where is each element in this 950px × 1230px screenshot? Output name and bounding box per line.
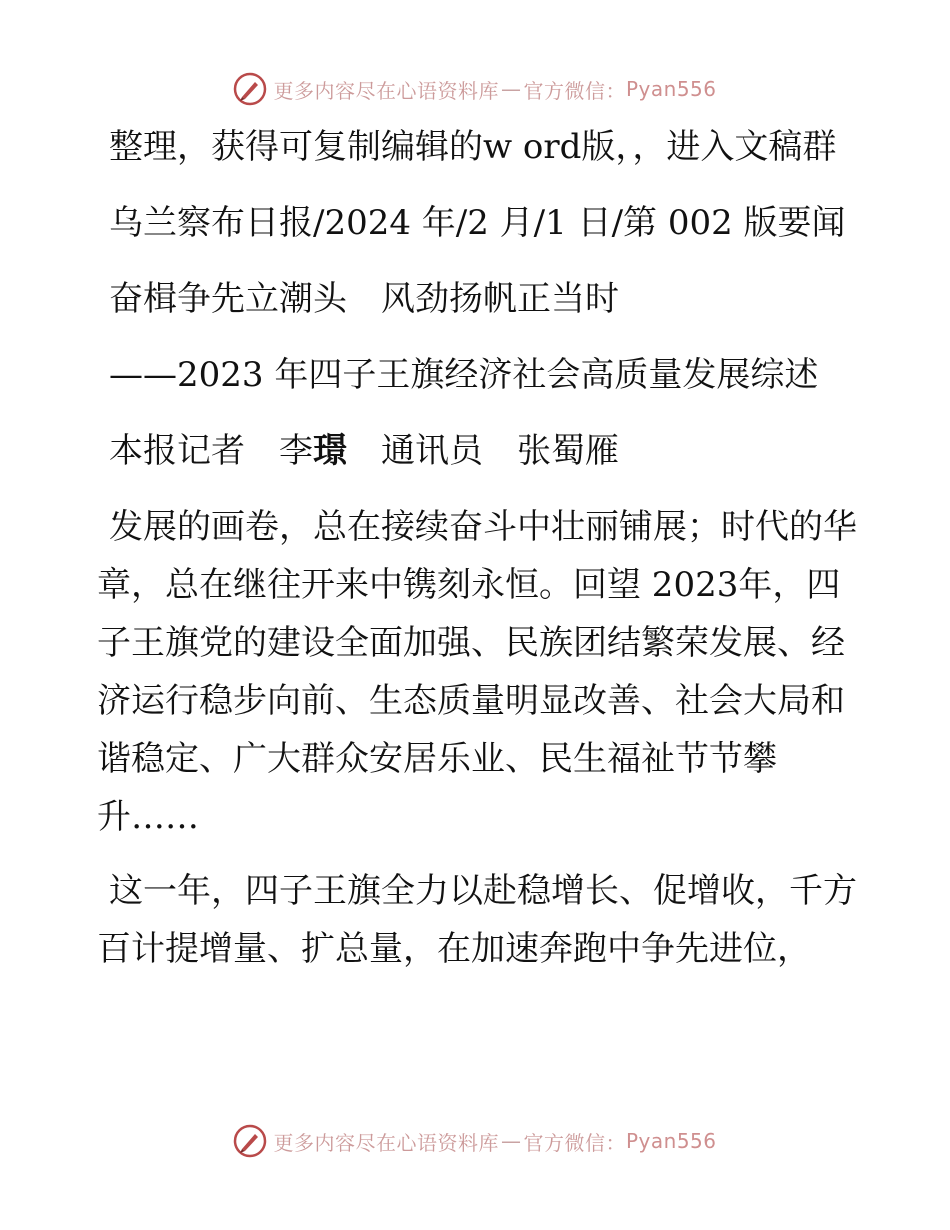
watermark-text: 更多内容尽在心语资料库 [273, 1130, 499, 1155]
watermark-separator: — [500, 1129, 522, 1153]
watermark-separator: — [500, 77, 522, 101]
byline-correspondent: 通讯员 张蜀雁 [347, 431, 619, 471]
body-paragraph: 这一年，四子王旗全力以赴稳增长、促增收，千方百计提增量、扩总量，在加速奔跑中争先进位， [97, 871, 857, 969]
watermark-wechat-label: 官方微信： [523, 1130, 626, 1155]
byline [97, 422, 857, 480]
body-paragraph: 发展的画卷，总在接续奋斗中壮丽铺展；时代的华章，总在继往开来中镌刻永恒。回望 2023年，四子王旗党的建设全面加强、民族团结繁荣发展、经济运行稳步向前、生态质量明显改善、社会大局和谐稳定、广大群众安居乐业、民生福祉节节攀升…… [97, 507, 857, 837]
byline-reporter-name: 璟 [313, 431, 347, 471]
watermark-wechat-id: Pyan556 [625, 1129, 717, 1153]
watermark-wechat-label: 官方微信： [523, 78, 626, 103]
byline-reporter: 本报记者 李 [109, 431, 313, 471]
pen-logo-icon [233, 1124, 267, 1158]
pen-logo-icon [233, 72, 267, 106]
intro-note: 整理，获得可复制编辑的w ord版，，进入文稿群 [109, 127, 837, 167]
watermark-text: 更多内容尽在心语资料库 [273, 78, 499, 103]
header-watermark [0, 72, 950, 106]
article-subtitle: ——2023 年四子王旗经济社会高质量发展综述 [109, 355, 819, 395]
watermark-wechat-id: Pyan556 [625, 77, 717, 101]
source-line: 乌兰察布日报/2024 年/2 月/1 日/第 002 版要闻 [109, 203, 846, 243]
article-title: 奋楫争先立潮头 风劲扬帆正当时 [109, 279, 619, 319]
document-body [97, 118, 857, 994]
footer-watermark [0, 1124, 950, 1158]
